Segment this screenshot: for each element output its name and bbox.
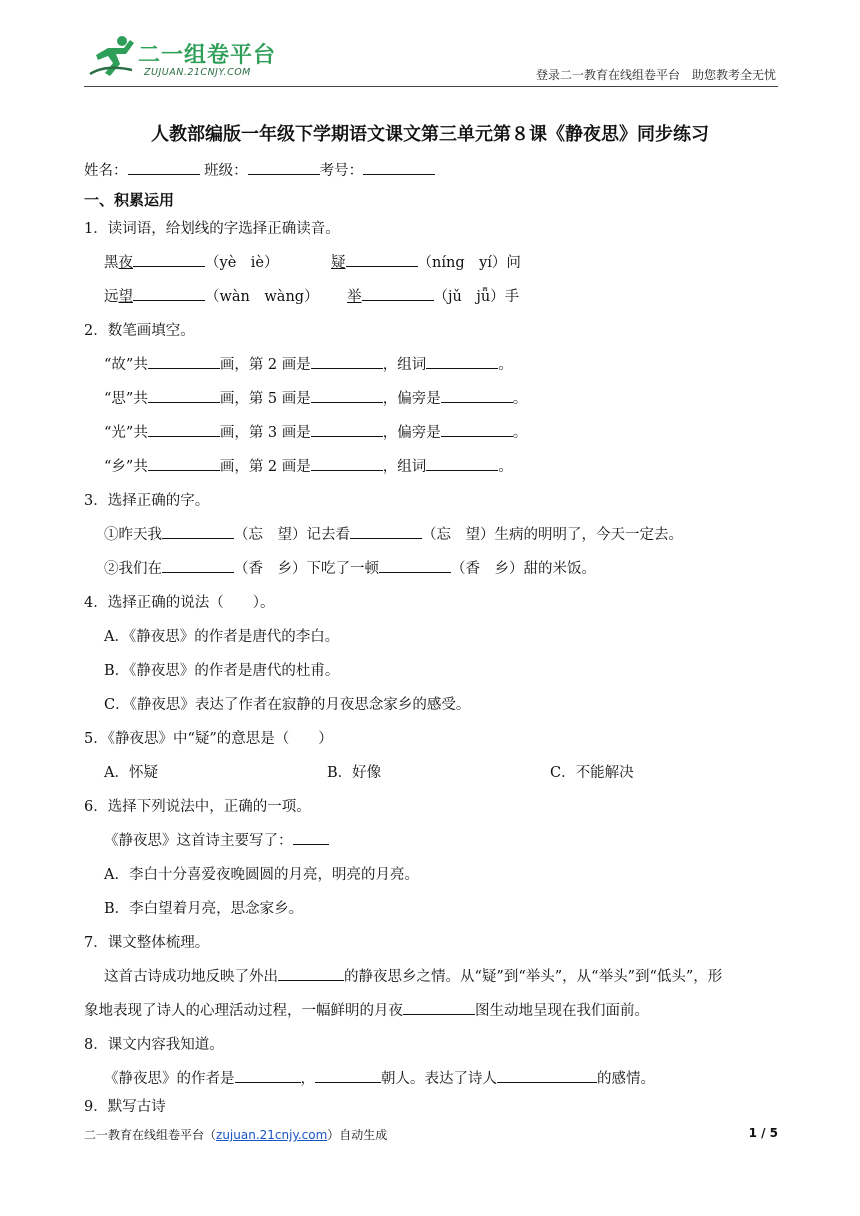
header-slogan: 登录二一教育在线组卷平台 助您教考全无忧 (535, 68, 776, 82)
q4-stem: 4．选择正确的说法（ ）。 (84, 595, 275, 611)
footer-source: 二一教育在线组卷平台（zujuan.21cnjy.com）自动生成 (84, 1128, 388, 1142)
student-info-line (84, 160, 435, 182)
q1-item: 疑 （níng yí）问 (331, 252, 521, 274)
class-label: 班级： (204, 163, 248, 179)
q8-stem: 8．课文内容我知道。 (84, 1037, 224, 1053)
answer-blank[interactable] (346, 252, 418, 267)
name-blank[interactable] (128, 160, 200, 175)
class-blank[interactable] (248, 160, 320, 175)
q3-stem: 3．选择正确的字。 (84, 493, 210, 509)
answer-blank[interactable] (133, 286, 205, 301)
q2-row: “思”共 画，第 5 画是 ，偏旁是 。 (104, 388, 527, 410)
answer-blank[interactable] (362, 286, 434, 301)
q2-row: “乡”共 画，第 2 画是 ，组词 。 (104, 456, 513, 478)
q6-stem: 6．选择下列说法中，正确的一项。 (84, 799, 311, 815)
q3-row: ②我们在 （香 乡）下吃了一顿 （香 乡）甜的米饭。 (104, 558, 596, 580)
q1-item: 黑夜 （yè iè） (104, 252, 279, 274)
q4-option-c[interactable]: C．《静夜思》表达了作者在寂静的月夜思念家乡的感受。 (104, 697, 471, 713)
q7-paragraph-line: 象地表现了诗人的心理活动过程，一幅鲜明的月夜 图生动地呈现在我们面前。 (84, 1000, 649, 1022)
footer-link[interactable]: zujuan.21cnjy.com (216, 1128, 328, 1142)
q4-option-b[interactable]: B．《静夜思》的作者是唐代的杜甫。 (104, 663, 340, 679)
q7-stem: 7．课文整体梳理。 (84, 935, 210, 951)
runner-logo-icon (86, 34, 142, 80)
logo (86, 34, 276, 82)
q9-stem: 9．默写古诗 (84, 1099, 166, 1115)
q5-stem: 5．《静夜思》中“疑”的意思是（ ） (84, 731, 333, 747)
q5-option-c[interactable]: C．不能解决 (550, 765, 634, 781)
q2-stem: 2．数笔画填空。 (84, 323, 195, 339)
q1-item: 远望 （wàn wàng） (104, 286, 319, 308)
logo-text: 二一组卷平台 (138, 43, 277, 68)
q6-option-b[interactable]: B．李白望着月亮，思念家乡。 (104, 901, 304, 917)
page-number: 1 / 5 (748, 1126, 778, 1140)
document-title: 人教部编版一年级下学期语文课文第三单元第８课《静夜思》同步练习 (151, 124, 709, 145)
q5-option-a[interactable]: A．怀疑 (104, 765, 158, 781)
q8-line: 《静夜思》的作者是 ， 朝人。表达了诗人 的感情。 (104, 1068, 655, 1090)
exam-no-blank[interactable] (363, 160, 435, 175)
q4-option-a[interactable]: A．《静夜思》的作者是唐代的李白。 (104, 629, 340, 645)
q2-row: “故”共 画，第 2 画是 ，组词 。 (104, 354, 513, 376)
section-heading: 一、积累运用 (84, 191, 175, 209)
q6-sub: 《静夜思》这首诗主要写了： (104, 830, 329, 852)
header-divider (84, 86, 778, 87)
exam-no-label: 考号： (319, 163, 364, 179)
q3-row: ①昨天我 （忘 望）记去看 （忘 望）生病的明明了，今天一定去。 (104, 524, 683, 546)
answer-blank[interactable] (133, 252, 205, 267)
logo-subtext: ZUJUAN.21CNJY.COM (144, 67, 251, 78)
q1-stem: 1．读词语，给划线的字选择正确读音。 (84, 221, 340, 237)
answer-blank[interactable] (293, 830, 329, 845)
q1-item: 举 （jǔ jǖ）手 (347, 286, 519, 308)
name-label: 姓名： (84, 163, 128, 179)
q7-paragraph-line: 这首古诗成功地反映了外出 的静夜思乡之情。从“疑”到“举头”，从“举头”到“低头”，形 (104, 966, 722, 988)
q2-row: “光”共 画，第 3 画是 ，偏旁是 。 (104, 422, 527, 444)
q5-option-b[interactable]: B．好像 (327, 765, 382, 781)
q6-option-a[interactable]: A．李白十分喜爱夜晚圆圆的月亮，明亮的月亮。 (104, 867, 419, 883)
